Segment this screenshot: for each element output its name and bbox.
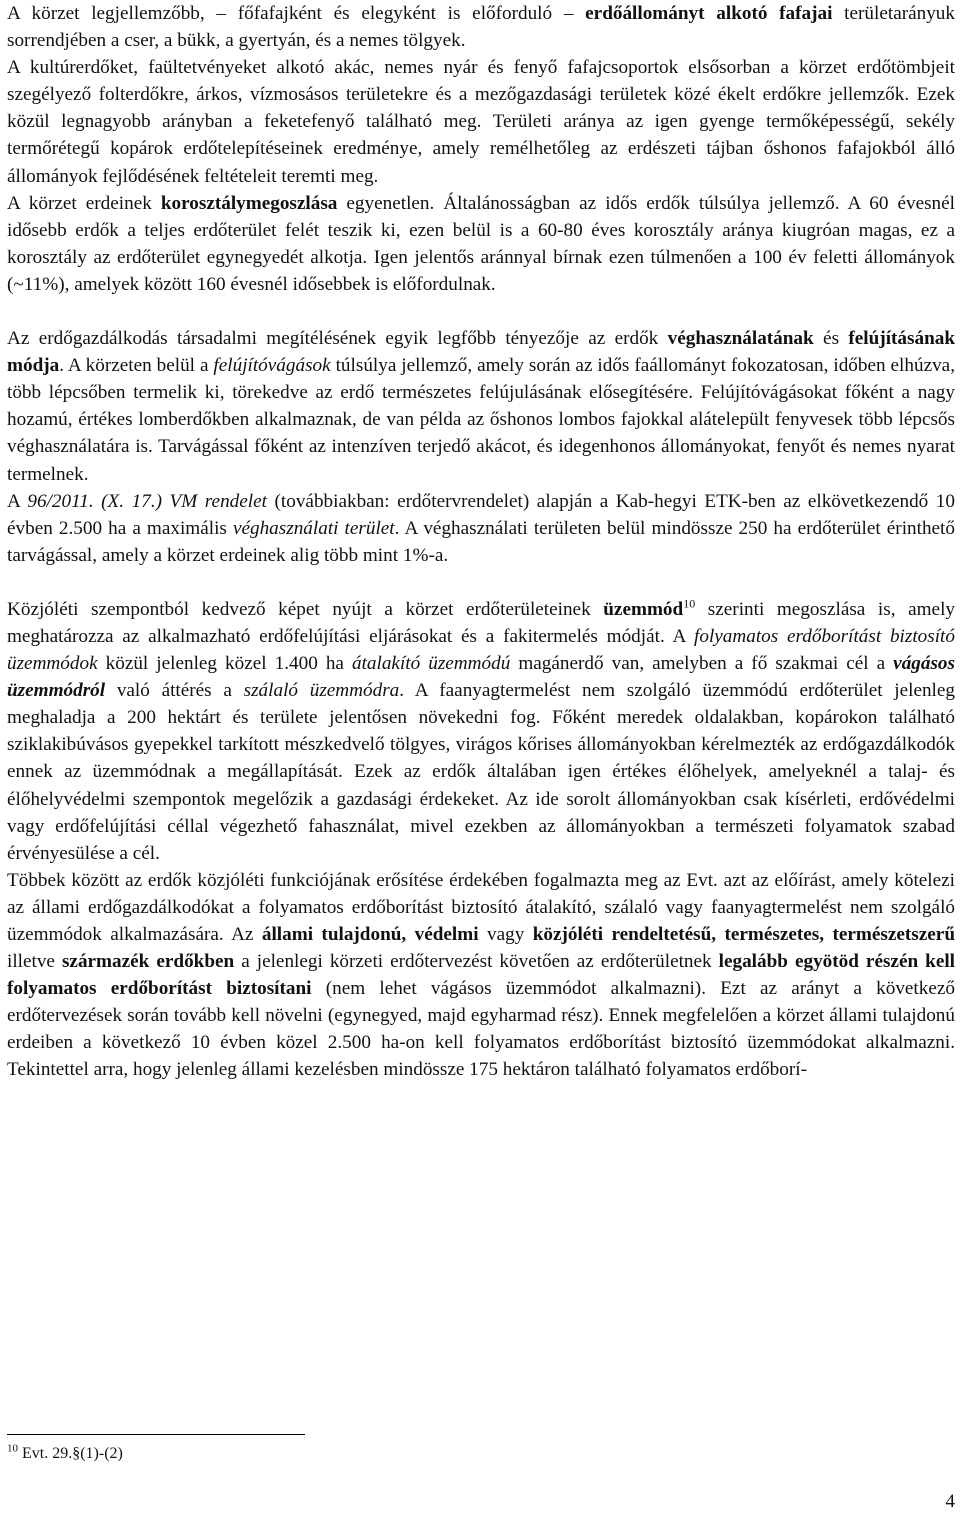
paragraph-gap: [7, 569, 955, 596]
italic-term-selection-mode: szálaló üzemmódra: [243, 680, 400, 702]
italic-term-final-harvest-area: véghasználati terület: [232, 517, 395, 539]
text-run: a jelenlegi körzeti erdőtervezést követően az erdőterületnek: [234, 951, 719, 973]
italic-term-transitional-mode: átalakító üzemmódú: [351, 653, 511, 675]
bold-italic-term-clearcut-mode: vágásos üzemmódról: [7, 653, 955, 702]
bold-term-regeneration-method: felújításának módja: [7, 328, 956, 377]
bold-term-public-welfare-natural: közjóléti rendeltetésű, természetes, természetszerű: [532, 924, 955, 945]
paragraph-regulation: [7, 488, 955, 569]
bold-term-management-mode: üzemmód: [603, 598, 684, 620]
text-run: Többek között az erdők közjóléti funkciójának erősítése érdekében fogalmazta meg az Evt. azt az előírást, amely kötelezi az állami erdőgazdálkodókat a folyamatos erdőborítást biztosító átalakító, szálaló vagy faanyagtermelést nem szolgáló üzemmódok alkalmazására. Az: [7, 869, 955, 945]
text-run: vagy: [478, 924, 533, 945]
text-run: A: [7, 490, 28, 512]
bold-term-stand-forming-species: erdőállományt alkotó fafajai: [585, 3, 833, 24]
paragraph-management-modes: [7, 596, 955, 867]
text-run: közül jelenleg közel 1.400 ha: [97, 653, 352, 675]
text-run: magánerdő van, amelyben a fő szakmai cél a: [510, 653, 894, 675]
italic-term-regeneration-cutting: felújítóvágások: [213, 355, 331, 377]
paragraph-public-welfare: [7, 867, 955, 1084]
footnote-marker: 10: [7, 1442, 18, 1455]
text-run: . A körzeten belül a: [59, 355, 214, 377]
document-page: [7, 0, 955, 1084]
text-run: és: [813, 328, 849, 350]
text-run: illetve: [7, 951, 62, 973]
footnote-reference[interactable]: 10: [683, 596, 696, 611]
text-run: A körzet legjellemzőbb, – főfafajként és elegyként is előforduló –: [7, 3, 586, 24]
italic-regulation-reference: 96/2011. (X. 17.) VM rendelet: [27, 490, 267, 512]
paragraph-main-tree-species: [7, 0, 955, 54]
bold-term-one-fifth-requirement: legalább egyötöd részén kell folyamatos erdőborítást biztosítani: [7, 951, 956, 1000]
text-run: való áttérés a: [105, 680, 244, 702]
text-run: területarányuk sorrendjében a cser, a bükk, a gyertyán, és a nemes tölgyek.: [7, 3, 955, 52]
footnote-divider: [7, 1434, 305, 1435]
paragraph-cultivated-forests: [7, 54, 955, 189]
footnote-text: Evt. 29.§(1)-(2): [18, 1445, 123, 1462]
paragraph-age-distribution: [7, 190, 955, 298]
text-run: . A faanyagtermelést nem szolgáló üzemmódú erdőterület jelenleg meghaladja a 200 hektárt és területe jelentősen növekedni fog. Főként meredek oldalakban, kopárokon található sziklakibúvásos gyepekkel tarkított mészkedvelő tölgyes, virágos kőrises állományokban kérelmezték az erdőgazdálkodók ennek az üzemmódnak a megállapítását. Ezek az erdők általában igen értékes élőhelyek, amelyeknél a talaj- és élőhelyvédelmi szempontok megelőzik a gazdasági érdekeket. Az ide sorolt állományokban csak kísérleti, erdővédelmi vagy erdőfelújítási céllal végezhető fahasználat, mivel ezekben az állományokban a természeti folyamatok szabad érvényesülése a cél.: [7, 680, 956, 864]
page-number: 4: [945, 1491, 955, 1512]
text-run: (továbbiakban: erdőtervrendelet) alapján a Kab-hegyi ETK-ben az elkövetkezendő 10 évben 2.500 ha a maximális: [7, 490, 955, 539]
bold-term-state-owned: állami tulajdonú, védelmi: [261, 924, 479, 945]
footnote: [7, 1444, 607, 1464]
text-run: A körzet erdeinek: [7, 192, 161, 214]
paragraph-gap: [7, 298, 955, 325]
paragraph-final-harvest: [7, 325, 955, 488]
text-run: szerinti megoszlása is, amely meghatározza az alkalmazható erdőfelújítási eljárásokat és a fakitermelés módját. A: [7, 598, 955, 647]
text-run: . A véghasználati területen belül mindössze 250 ha erdőterület érinthető tarvágással, amely a körzet erdeinek alig több mint 1%-a.: [7, 517, 955, 566]
bold-term-age-distribution: korosztálymegoszlása: [160, 192, 338, 214]
text-run: (nem lehet vágásos üzemmódot alkalmazni). Ezt az arányt a következő erdőtervezések során tovább kell növelni (egynegyed, majd egyharmad rész). Ennek megfelelően a körzet állami tulajdonú erdeiben a következő 10 évben közel 2.500 ha-on kell folyamatos erdőborítást biztosító üzemmódokat alkalmazni. Tekintettel arra, hogy jelenleg állami kezelésben mindössze 175 hektáron található folyamatos erdőborí-: [7, 978, 955, 1081]
text-run: Az erdőgazdálkodás társadalmi megítélésének egyik legfőbb tényezője az erdők: [7, 328, 668, 350]
italic-term-continuous-cover: folyamatos erdőborítást biztosító üzemmódok: [7, 625, 955, 675]
text-run: A kultúrerdőket, faültetvényeket alkotó akác, nemes nyár és fenyő fafajcsoportok elsősorban a körzet erdőtömbjeit szegélyező folterdőkre, árkos, vízmosásos területekre és a mezőgazdasági területek közé ékelt erdőkre jellemzők. Ezek közül legnagyobb arányban a feketefenyő található meg. Területi aránya az igen gyenge termőképességű, sekély termőrétegű kopárok erdőtelepítéseinek eredménye, amely remélhetőleg az erdészeti tájban őshonos fafajokból álló állományok fejlődésének feltételeit teremti meg.: [7, 57, 955, 187]
text-run: Közjóléti szempontból kedvező képet nyújt a körzet erdőterületeinek: [7, 598, 604, 620]
bold-term-derived-forests: származék erdőkben: [61, 951, 235, 973]
text-run: túlsúlya jellemző, amely során az idős faállományt fokozatosan, időben elhúzva, több lépcsőben termelik ki, törekedve az erdő természetes felújulásának elősegítésére. Felújítóvágásokat főként a nagy hozamú, értékes lomberdőkben alkalmaznak, de van példa az őshonos lombos fajokkal alátelepült fenyvesek több lépcsős véghasználatára is. Tarvágással főként az intenzíven terjedő akácot, és idegenhonos állományokat, fenyőt és nemes nyarat termelnek.: [7, 355, 955, 485]
bold-term-final-harvest: véghasználatának: [667, 328, 814, 350]
text-run: egyenetlen. Általánosságban az idős erdők túlsúlya jellemző. A 60 évesnél idősebb erdők a teljes erdőterület felét teszik ki, ezen belül is a 60-80 éves korosztály aránya kiugróan magas, ez a korosztály az erdőterület egynegyedét alkotja. Igen jelentős aránnyal bírnak ezen túlmenően a 100 év feletti állományok (~11%), amelyek között 160 évesnél idősebbek is előfordulnak.: [7, 192, 955, 295]
